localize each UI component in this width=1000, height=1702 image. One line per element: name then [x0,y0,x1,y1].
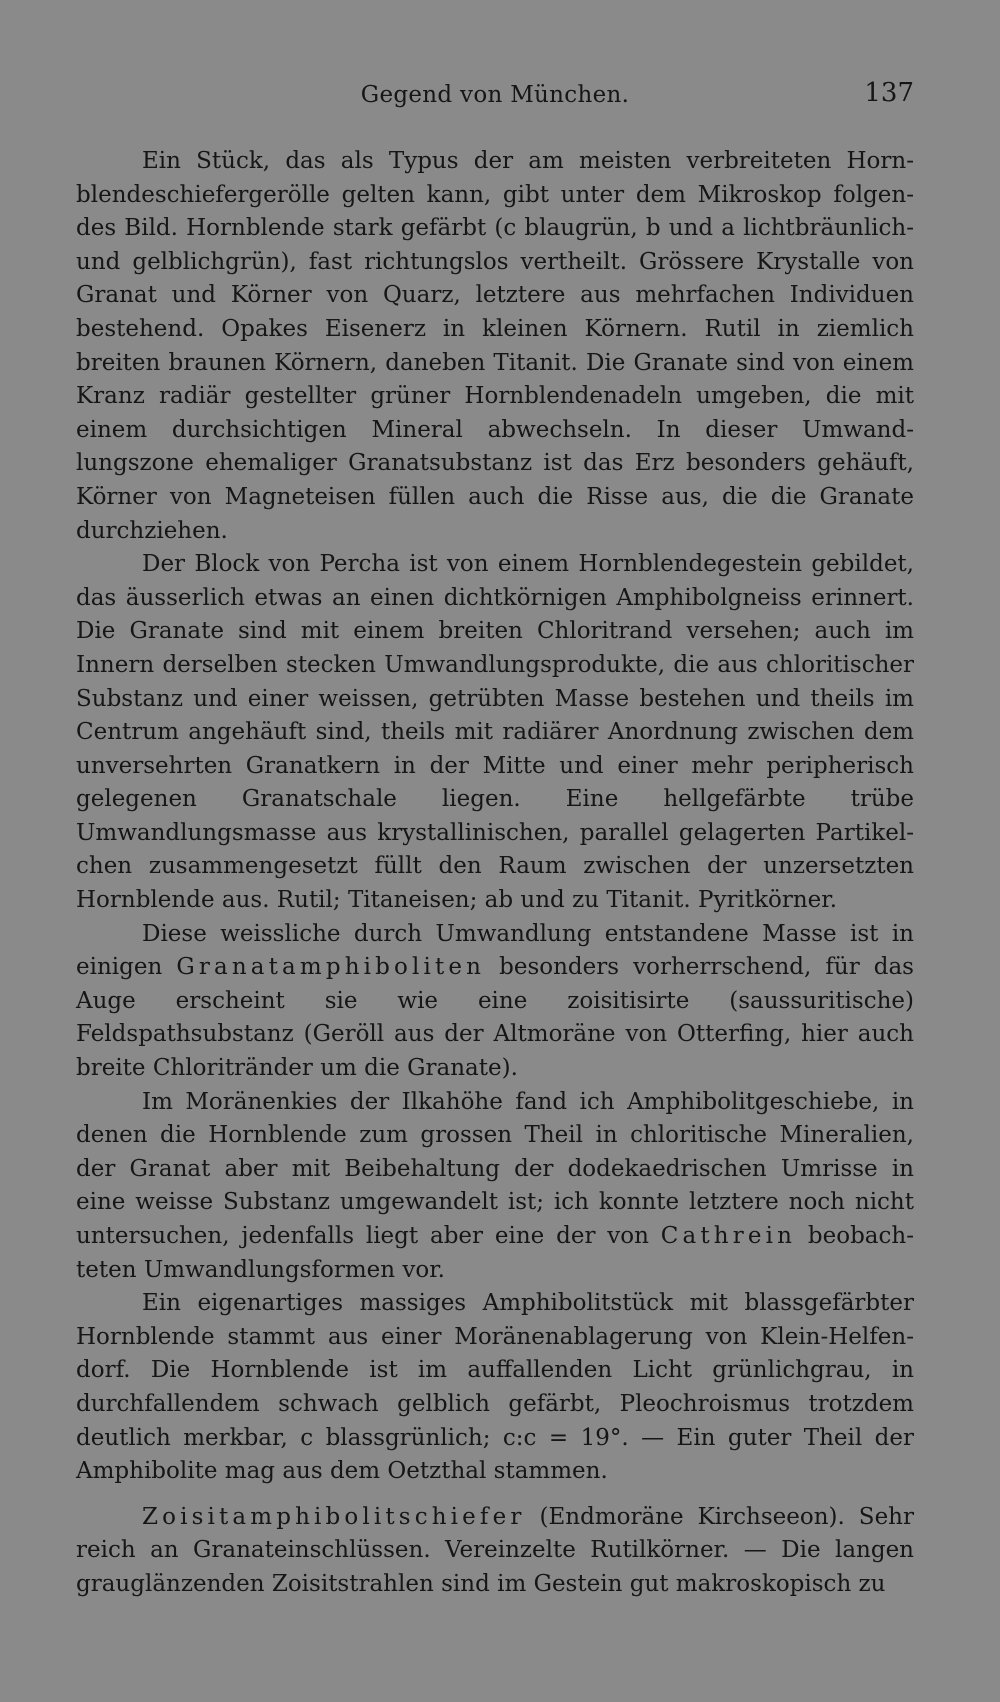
paragraph [76,548,914,918]
page-number: 137 [864,78,914,108]
paragraph-text: Der Block von Percha ist von einem Hornblendegestein gebildet, das äusserlich etwas an einen dichtkörnigen Amphibolgneiss erinnert. Die Granate sind mit einem breiten Chloritrand versehen; auch im Innern derselben stecken Umwandlungsprodukte, die aus chloritischer Substanz und einer weissen, getrübten Masse bestehen und theils im Centrum angehäuft sind, theils mit radiärer Anordnung zwischen dem unversehrten Granatkern in der Mitte und einer mehr peripherisch gelegenen Granatschale liegen. Eine hellgefärbte trübe Umwandlungsmasse aus krystallinischen, parallel gelagerten Partikelchen zusammengesetzt füllt den Raum zwischen der unzersetzten Hornblende aus. Rutil; Titaneisen; ab und zu Titanit. Pyritkörner. [76,551,914,914]
spaced-emphasis: Cathrein [660,1223,797,1249]
paragraph [76,1501,914,1602]
paragraph [76,1287,914,1489]
paragraph-text: beobachteten Umwandlungsformen vor. [76,1223,914,1283]
paragraph [76,918,914,1086]
running-title: Gegend von München. [360,82,630,108]
page-header [76,78,914,118]
paragraph-text: Ein eigenartiges massiges Amphibolitstück mit blassgefärbter Hornblende stammt aus einer Moränenablagerung von Klein-Helfendorf. Die Hornblende ist im auffallenden Licht grünlichgrau, in durchfallendem schwach gelblich gefärbt, Pleochroismus trotzdem deutlich merkbar, c blassgrünlich; c:c = 19°. — Ein guter Theil der Amphibolite mag aus dem Oetzthal stammen. [76,1290,914,1485]
paragraph-text: Im Moränenkies der Ilkahöhe fand ich Amphibolitgeschiebe, in denen die Hornblende zum grossen Theil in chloritische Mineralien, der Granat aber mit Beibehaltung der dodekaedrischen Umrisse in eine weisse Substanz umgewandelt ist; ich konnte letztere noch nicht untersuchen, jedenfalls liegt aber eine der von [76,1088,914,1249]
paragraph-text: (Endmoräne Kirchseeon). Sehr reich an Granateinschlüssen. Vereinzelte Rutilkörner. — Die langen grauglänzenden Zoisitstrahlen sind im Gestein gut makroskopisch zu [76,1503,914,1597]
paragraph [76,145,914,548]
paragraph-text: Ein Stück, das als Typus der am meisten verbreiteten Hornblendeschiefergerölle gelten kann, gibt unter dem Mikroskop folgendes Bild. Hornblende stark gefärbt (c blaugrün, b und a lichtbräunlich- und gelblichgrün), fast richtungslos vertheilt. Grössere Krystalle von Granat und Körner von Quarz, letztere aus mehrfachen Individuen bestehend. Opakes Eisenerz in kleinen Körnern. Rutil in ziemlich breiten braunen Körnern, daneben Titanit. Die Granate sind von einem Kranz radiär gestellter grüner Hornblendenadeln umgeben, die mit einem durchsichtigen Mineral abwechseln. In dieser Umwandlungszone ehemaliger Granatsubstanz ist das Erz besonders gehäuft, Körner von Magneteisen füllen auch die Risse aus, die die Granate durchziehen. [76,148,914,544]
body-text [76,145,914,1602]
spaced-emphasis: Zoisitamphibolitschiefer [142,1503,526,1530]
spaced-emphasis: Granatamphiboliten [176,954,486,981]
paragraph-text: besonders vorherrschend, für das Auge erscheint sie wie eine zoisitisirte (saussuritische) Feldspathsubstanz (Geröll aus der Altmoräne von Otterfing, hier auch breite Chloritränder um die Granate). [76,954,914,1082]
paragraph [76,1086,914,1288]
paragraph-text: Diese weissliche durch Umwandlung entstandene Masse ist in einigen [76,920,914,981]
